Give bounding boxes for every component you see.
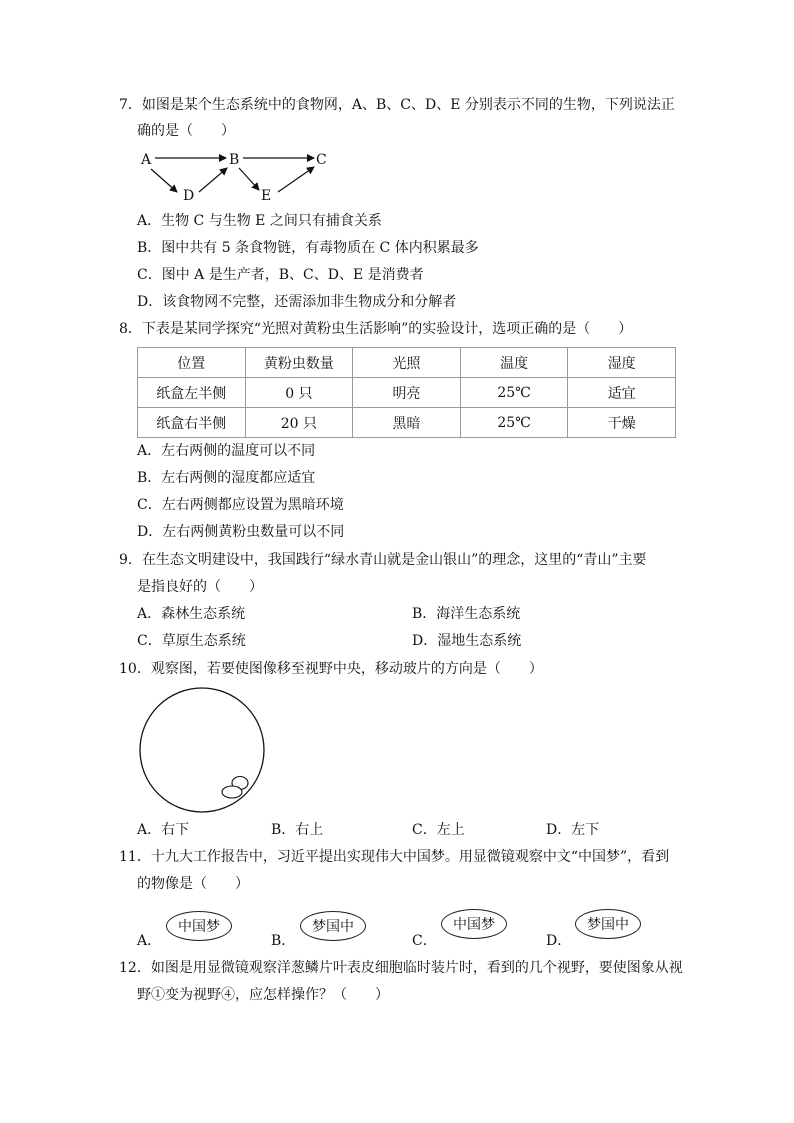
q9-option-c: C．草原生态系统 <box>137 633 246 649</box>
table-cell: 0 只 <box>245 378 353 408</box>
q10-stem: 10．观察图，若要使图像移至视野中央，移动玻片的方向是（ ） <box>119 661 543 677</box>
table-header-row <box>138 348 676 378</box>
q9-option-a: A．森林生态系统 <box>137 606 246 622</box>
q9-stem-line1: 9．在生态文明建设中，我国践行“绿水青山就是金山银山”的理念，这里的“青山”主要 <box>119 552 647 568</box>
q10-option-b: B．右上 <box>271 822 324 838</box>
table-row <box>138 378 676 408</box>
q8-stem: 8．下表是某同学探究“光照对黄粉虫生活影响”的实验设计，选项正确的是（ ） <box>119 321 633 337</box>
q9-option-d: D．湿地生态系统 <box>412 633 522 649</box>
q11-stem-line1: 11．十九大工作报告中，习近平提出实现伟大中国梦。用显微镜观察中文“中国梦”，看到 <box>119 849 670 865</box>
table-header-cell: 光照 <box>353 348 461 378</box>
q8-option-a: A．左右两侧的温度可以不同 <box>137 443 316 459</box>
q11-option-b-image <box>300 911 366 941</box>
food-web-diagram <box>130 148 350 206</box>
arrow-b-e <box>239 168 259 190</box>
q7-stem-line2: 确的是（ ） <box>137 123 235 139</box>
q11-option-a-image <box>166 911 232 941</box>
specimen-image <box>222 786 242 798</box>
table-row <box>138 408 676 438</box>
q12-stem-line1: 12．如图是用显微镜观察洋葱鳞片叶表皮细胞临时装片时，看到的几个视野，要使图象从视 <box>119 960 683 976</box>
table-cell: 干燥 <box>568 408 676 438</box>
node-e: E <box>261 188 272 204</box>
q8-option-c: C．左右两侧都应设置为黑暗环境 <box>137 497 344 513</box>
table-cell: 20 只 <box>245 408 353 438</box>
node-b: B <box>229 152 240 168</box>
q11-option-a-label: A． <box>137 933 162 949</box>
q11-option-b-label: B． <box>271 933 296 949</box>
q7-stem-line1: 7．如图是某个生态系统中的食物网，A、B、C、D、E 分别表示不同的生物，下列说法正 <box>119 97 675 113</box>
q11-option-c-image <box>441 909 507 939</box>
q8-option-d: D．左右两侧黄粉虫数量可以不同 <box>137 524 345 540</box>
q7-option-d: D．该食物网不完整，还需添加非生物成分和分解者 <box>137 294 457 310</box>
table-cell: 纸盒左半侧 <box>138 378 246 408</box>
table-header-cell: 湿度 <box>568 348 676 378</box>
microscope-field-diagram <box>138 692 268 812</box>
q11-option-d-image <box>575 909 641 939</box>
table-cell: 25℃ <box>460 378 568 408</box>
table-cell: 适宜 <box>568 378 676 408</box>
q10-option-d: D．左下 <box>546 822 600 838</box>
q10-option-c: C．左上 <box>412 822 465 838</box>
q7-option-c: C．图中 A 是生产者，B、C、D、E 是消费者 <box>137 267 424 283</box>
q10-option-a: A．右下 <box>137 822 190 838</box>
experiment-table <box>137 347 676 438</box>
q11-stem-line2: 的物像是（ ） <box>137 876 249 892</box>
q7-option-b: B．图中共有 5 条食物链，有毒物质在 C 体内积累最多 <box>137 240 479 256</box>
table-cell: 黑暗 <box>353 408 461 438</box>
q11-option-d-label: D． <box>546 933 572 949</box>
oval-text: 梦国中 <box>312 919 354 935</box>
arrow-a-d <box>151 169 177 192</box>
table-cell: 明亮 <box>353 378 461 408</box>
arrow-e-c <box>278 167 314 192</box>
oval-text: 梦国中 <box>587 917 629 933</box>
node-c: C <box>316 152 327 168</box>
node-a: A <box>141 152 152 168</box>
table-header-cell: 温度 <box>460 348 568 378</box>
q12-stem-line2: 野①变为视野④，应怎样操作？（ ） <box>137 987 389 1003</box>
q9-option-b: B．海洋生态系统 <box>412 606 521 622</box>
arrow-d-b <box>199 168 227 192</box>
node-d: D <box>183 188 195 204</box>
table-header-cell: 位置 <box>138 348 246 378</box>
q9-stem-line2: 是指良好的（ ） <box>137 579 263 595</box>
q7-option-a: A．生物 C 与生物 E 之间只有捕食关系 <box>137 213 382 229</box>
field-of-view-circle <box>140 688 264 812</box>
oval-text: 中国梦 <box>178 919 220 935</box>
table-header-cell: 黄粉虫数量 <box>245 348 353 378</box>
table-cell: 纸盒右半侧 <box>138 408 246 438</box>
table-cell: 25℃ <box>460 408 568 438</box>
q11-option-c-label: C． <box>412 933 437 949</box>
q8-option-b: B．左右两侧的湿度都应适宜 <box>137 470 316 486</box>
oval-text: 中国梦 <box>453 917 495 933</box>
